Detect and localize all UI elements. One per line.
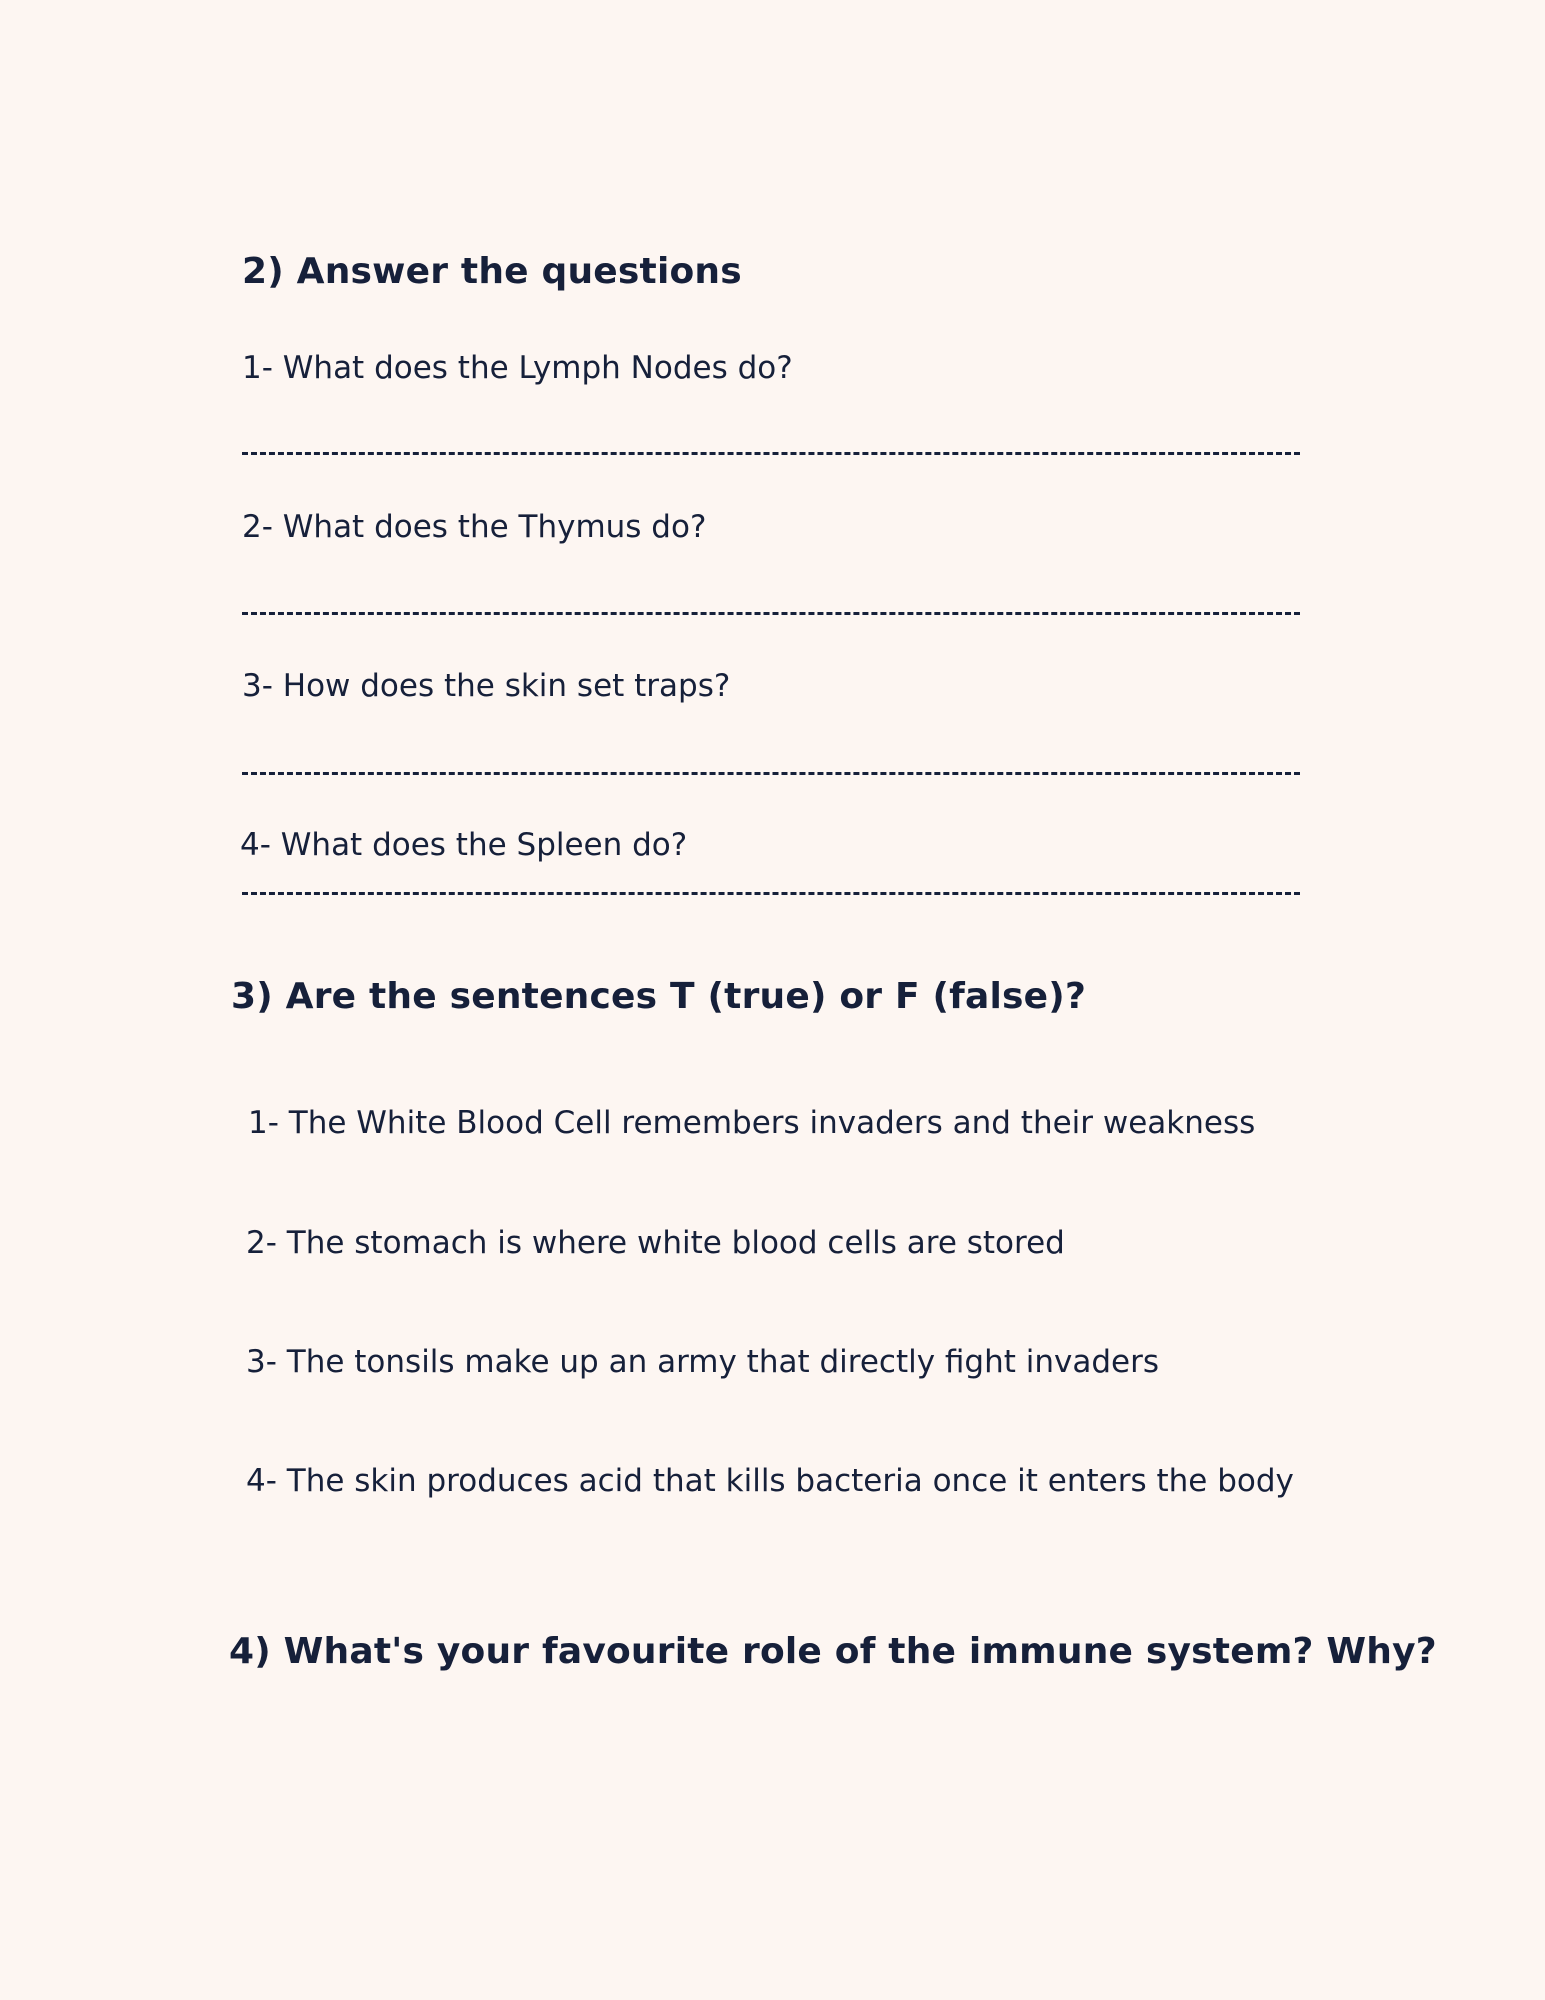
true-false-sentence-2: 2- The stomach is where white blood cells are stored [246,1225,1065,1261]
question-4: 4- What does the Spleen do? [240,827,688,863]
section-2-heading: 2) Answer the questions [242,251,742,292]
question-3: 3- How does the skin set traps? [242,668,731,704]
question-2: 2- What does the Thymus do? [242,509,707,545]
answer-line-3[interactable] [242,772,1300,775]
section-3-heading: 3) Are the sentences T (true) or F (false)? [231,976,1087,1017]
question-1: 1- What does the Lymph Nodes do? [242,350,793,386]
true-false-sentence-1: 1- The White Blood Cell remembers invaders and their weakness [248,1105,1256,1141]
answer-line-4[interactable] [242,892,1300,895]
true-false-sentence-3: 3- The tonsils make up an army that directly fight invaders [246,1344,1160,1380]
true-false-sentence-4: 4- The skin produces acid that kills bacteria once it enters the body [246,1463,1294,1499]
answer-line-1[interactable] [242,452,1300,455]
answer-line-2[interactable] [242,612,1300,615]
section-4-heading: 4) What's your favourite role of the immune system? Why? [229,1631,1437,1672]
